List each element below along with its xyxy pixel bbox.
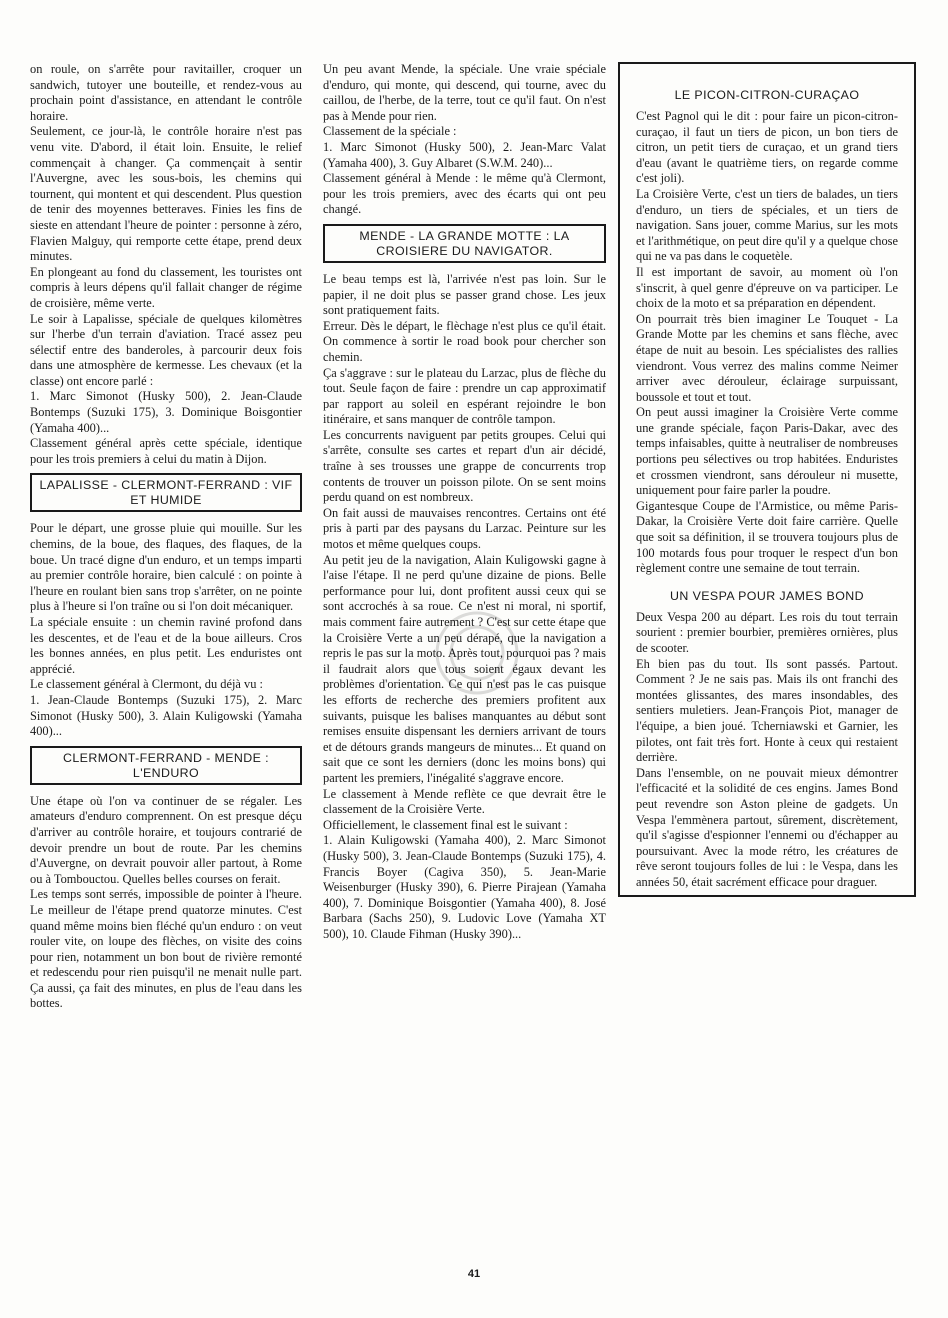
paragraph: Le soir à Lapalisse, spéciale de quelques kilomètres sur l'herbe d'un terrain d'aviation. Tracé assez peu sélectif entre des banderoles, à parcourir deux fois dans une atmosphère de kermesse. Les chevaux (et la classe) ont encore parlé : [30,311,302,388]
paragraph: La spéciale ensuite : un chemin raviné profond dans les descentes, et de l'eau et de la boue ailleurs. Cros les bonnes années, en plus petit. Les enduristes ont apprécié. [30,615,302,676]
paragraph: 1. Marc Simonot (Husky 500), 2. Jean-Claude Bontemps (Suzuki 175), 3. Dominique Boisgontier (Yamaha 400)... [30,389,302,435]
paragraph: Les temps sont serrés, impossible de pointer à l'heure. Le meilleur de l'étape prend quatorze minutes. C'est quand même moins bien fléché qu'un enduro : on veut rouler vite, on loupe des flèches, on visite des coins pour rien, notamment un bon bout de rivière remonté et redescendu pour rien puisqu'il ne menait nulle part. Ça aussi, ça fait des minutes, en plus de l'eau dans les bottes. [30,887,302,1011]
paragraph: Les concurrents naviguent par petits groupes. Celui qui s'arrête, consulte ses cartes et repart d'un air décidé, traîne à ses trousses une grappe de concurrents trop contents de trouver un poisson pilote. On se sent moins perdu quand on est nombreux. [323,427,606,505]
paragraph: 1. Marc Simonot (Husky 500), 2. Jean-Marc Valat (Yamaha 400), 3. Guy Albaret (S.W.M. 240)... [323,139,606,170]
paragraph: Une étape où l'on va continuer de se régaler. Les amateurs d'enduro comprennent. On est presque déçu d'arriver au contrôle horaire, et toujours contrarié de devoir prendre un bout de route. Par les chemins d'Auvergne, on devrait pouvoir aller partout, à Rome ou à Tombouctou. Quelles belles courses on ferait. [30,793,302,886]
paragraph: La Croisière Verte, c'est un tiers de balades, un tiers d'enduro, un tiers de spéciales, et un tiers de navigation. Sans jouer, comme Marius, sur les mots et l'arithmétique, on peut dire qu'il y a quelque chose qui ne va pas dans le coquetèle. [636,186,898,264]
watermark-logo-icon [432,608,522,698]
paragraph: On pourrait très bien imaginer Le Touquet - La Grande Motte par les chemins et sans flèche, avec étape de nuit au besoin. Les spécialistes des rallies viendront. Vous verrez des malins comme Neimer arriver avec dérouleur, éclairage surpuissant, boussole et tout et tout. [636,311,898,404]
paragraph: C'est Pagnol qui le dit : pour faire un picon-citron-curaçao, il faut un tiers de picon, un bon tiers de citron, un petit tiers de curaçao, et un grand tiers d'eau (avant le quatrième tiers, on regarde comme c'est joli). [636,109,898,186]
paragraph: Le classement général à Clermont, du déjà vu : [30,677,263,692]
column-3 [618,62,916,897]
page-number: 41 [467,1268,481,1280]
section-heading-clermont: CLERMONT-FERRAND - MENDE : L'ENDURO [30,746,302,785]
section-heading-mende: MENDE - LA GRANDE MOTTE : LA CROISIERE DU NAVIGATOR. [323,224,606,263]
paragraph: on roule, on s'arrête pour ravitailler, croquer un sandwich, tutoyer une bouteille, et rendez-vous au prochain point d'assistance, en attendant le contrôle horaire. [30,62,302,123]
paragraph: Erreur. Dès le départ, le flèchage n'est plus ce qu'il était. On commence à sortir le road book pour chercher son chemin. [323,318,606,364]
column-2 [323,62,606,942]
column-1 [30,62,302,1012]
sidebar-heading-vespa: UN VESPA POUR JAMES BOND [670,588,864,603]
paragraph: Il est important de savoir, au moment où l'on s'inscrit, à quel genre d'épreuve on va participer. Le choix de la moto et sa préparation en dépendent. [636,264,898,311]
paragraph: Le classement à Mende reflète ce que devrait être le classement de la Croisière Verte. [323,786,606,817]
paragraph: Pour le départ, une grosse pluie qui mouille. Sur les chemins, de la boue, des flaques, des flaques, de la boue. Un tracé digne d'un enduro, et un temps imparti au premier contrôle horaire, bien calculé : on pointe à l'heure en roulant bien sans trop s'arrêter, on ne pointe plus à l'heure si l'on traîne ou si l'on doit mécaniquer. [30,521,302,614]
paragraph: Deux Vespa 200 au départ. Les rois du tout terrain sourient : premier bourbier, premières ornières, plus de scooter. [636,609,898,655]
sidebar-box [618,62,916,897]
paragraph: Un peu avant Mende, la spéciale. Une vraie spéciale d'enduro, qui monte, qui descend, qui tourne, avec du caillou, de l'herbe, de la terre, tout ce qu'il faut. On n'est pas à Mende pour rien. [323,62,606,123]
paragraph: Classement de la spéciale : [323,124,457,139]
paragraph: Classement général à Mende : le même qu'à Clermont, pour les trois premiers, avec des écarts qui ont peu changé. [323,171,606,217]
paragraph: 1. Alain Kuligowski (Yamaha 400), 2. Marc Simonot (Husky 500), 3. Jean-Claude Bontemps (Suzuki 175), 4. Francis Boyer (Cagiva 350), 5. Jean-Marie Weisenburger (Husky 390), 6. Pierre Pirajean (Yamaha 400), 7. Dominique Boisgontier (Yamaha 400), 8. José Barbara (Sachs 250), 9. Ludovic Love (Yamaha XT 500), 10. Claude Fihman (Husky 390)... [323,833,606,941]
paragraph: En plongeant au fond du classement, les touristes ont compris à leurs dépens qu'il fallait changer de régime de croisière, même verte. [30,264,302,310]
paragraph: Dans l'ensemble, on ne pouvait mieux démontrer l'efficacité et la solidité de ces engins. James Bond peut revendre son Aston pleine de gadgets. Un Vespa l'emmènera partout, sûrement, discrètement, qu'il s'agisse d'espionner l'ennemi ou d'échapper au poursuivant. Avec la mode rétro, les créatures de rêve seront toujours folles de lui : le Vespa, dans les années 50, était sacrément efficace pour draguer. [636,765,898,889]
paragraph: Seulement, ce jour-là, le contrôle horaire n'est pas venu vite. D'abord, il était loin. Ensuite, le relief commençait à changer. Ça commençait à sentir l'Auvergne, avec les sous-bois, les chemins qui tournent, qui montent et qui descendent. Plus question de tenir des moyennes betteraves. Finies les fins de sieste en attendant l'heure de pointer : personne à zéro, Flavien Malguy, qui remporte cette étape, prend deux minutes. [30,124,302,264]
section-heading-lapalisse: LAPALISSE - CLERMONT-FERRAND : VIF ET HUMIDE [30,473,302,512]
paragraph: Classement général après cette spéciale, identique pour les trois premiers à celui du matin à Dijon. [30,436,302,466]
paragraph: On peut aussi imaginer la Croisière Verte comme une grande spéciale, façon Paris-Dakar, avec des temps infaisables, quitte à neutraliser de nombreuses portions peu sélectives ou trop habitées. Enduristes et crossmen viendront, sans dérouleur ni musette, uniquement pour faire parler la poudre. [636,405,898,498]
sidebar-heading-picon: LE PICON-CITRON-CURAÇAO [674,88,860,102]
paragraph: Gigantesque Coupe de l'Armistice, ou même Paris-Dakar, la Croisière Verte doit faire carrière. Quelle que soit sa définition, il se trouvera toujours plus de 100 motards fous pour troquer le respect d'un bon règlement contre une semaine de tout terrain. [636,498,898,576]
paragraph: Eh bien pas du tout. Ils sont passés. Partout. Comment ? Je ne sais pas. Mais ils ont franchi des montées glissantes, des mares insondables, des sentiers muletiers. Jean-François Piot, manager de l'équipe, a bien joué. Tcherniawski et Garnier, les pilotes, ont fait très fort. Honte à ceux qui restaient derrière. [636,656,898,765]
paragraph: Officiellement, le classement final est le suivant : [323,817,568,832]
paragraph: 1. Jean-Claude Bontemps (Suzuki 175), 2. Marc Simonot (Husky 500), 3. Alain Kuligowski (Yamaha 400)... [30,692,302,739]
paragraph: Ça s'aggrave : sur le plateau du Larzac, plus de flèche du tout. Seule façon de faire : prendre un cap approximatif par rapport au soleil en espérant rejoindre le bon itinéraire, et sans manquer de contrôle tampon. [323,365,606,427]
paragraph: Le beau temps est là, l'arrivée n'est pas loin. Sur le papier, il ne doit plus se passer grand chose. Les jeux sont pratiquement faits. [323,271,606,318]
paragraph: Au petit jeu de la navigation, Alain Kuligowski gagne à l'aise l'étape. Il ne perd qu'une dizaine de pions. Belle performance pour lui, dont profitent aussi ceux qui se sont accrochés à sa roue. Ce n'est ni moral, ni sportif, mais comment faire autrement ? C'est sur cette étape que la Croisière Verte a un peu dérapé, que la navigation a repris le pas sur la moto. Après tout, pourquoi pas ? mais il faudrait alors que tous soient égaux devant les problèmes d'orientation. Ce qui n'est pas le cas puisque les efforts de recherche des premiers profitent aux suivants, puisque les balises manquantes au début sont remises ensuite dispensant les derniers arrivant de tours et de détours grands mangeurs de minutes... Et quand on sait que ce sont les derniers (donc les moins bons) qui partent les premiers, l'inégalité s'aggrave encore. [323,552,606,785]
paragraph: On fait aussi de mauvaises rencontres. Certains ont été pris à parti par des paysans du Larzac. Peinture sur les motos et même quelques coups. [323,505,606,552]
